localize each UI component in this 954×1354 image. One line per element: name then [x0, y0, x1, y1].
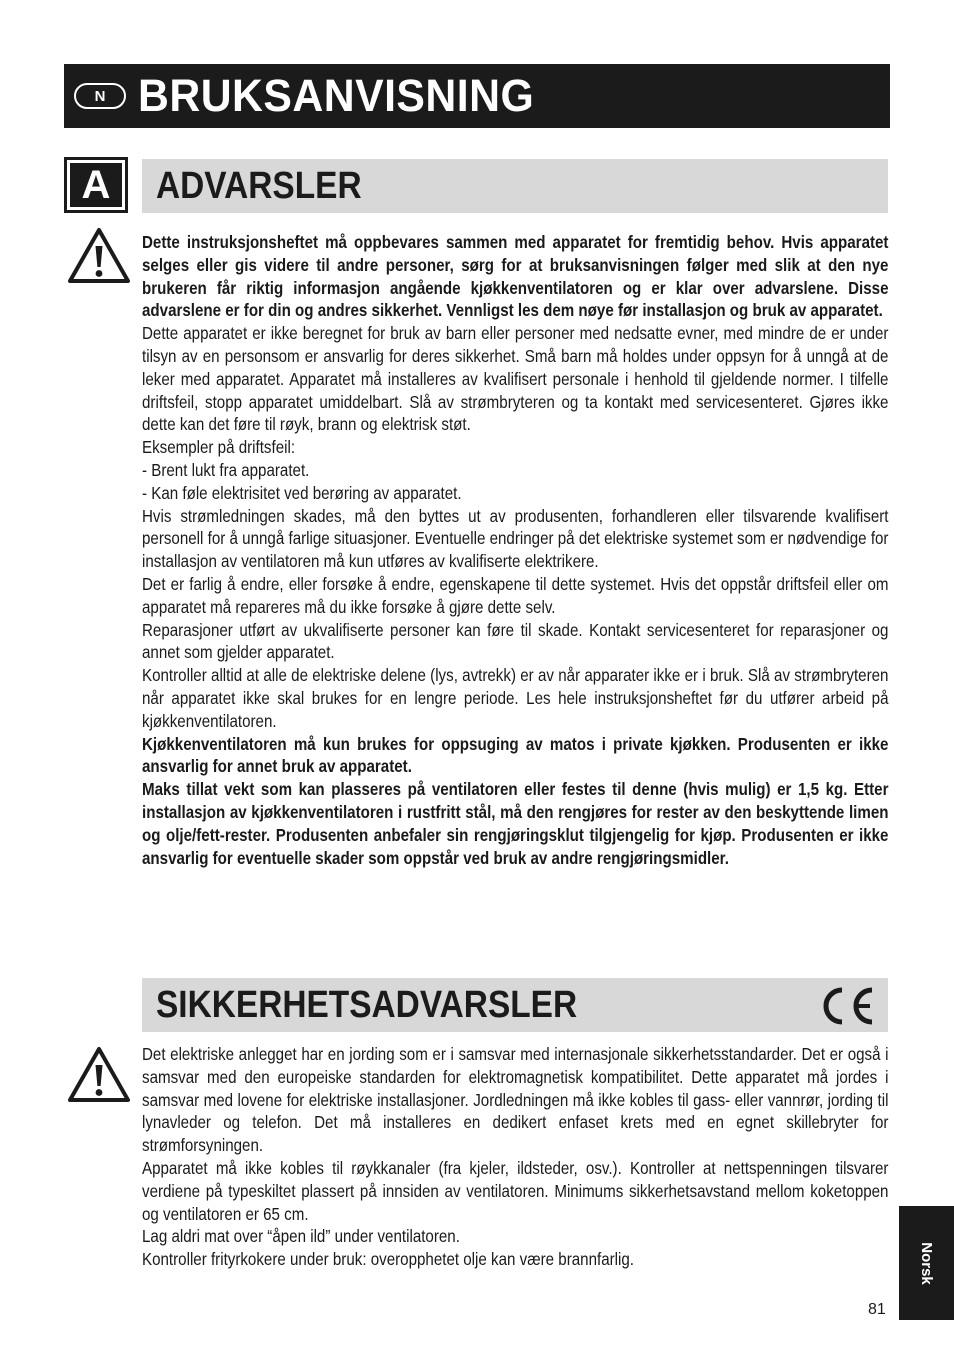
ce-mark-icon — [816, 985, 876, 1027]
side-tab-label: Norsk — [918, 1241, 935, 1285]
paragraph: Det elektriske anlegget har en jording som er i samsvar med internasjonale sikkerhetsstandarder. Det er også i samsvar med den europeiske standarden for elektromagnetisk kompatibilitet. Dette apparatet må jordes i samsvar med lovene for elektriske installasjoner. Jordledningen må ikke kobles til gass- eller vannrør, jording til lynavleder og telefon. Det må installeres en dedikert enfaset krets med en egnet skillebryter for strømforsyningen. — [142, 1044, 889, 1156]
paragraph: Kjøkkenventilatoren må kun brukes for oppsuging av matos i private kjøkken. Produsenten er ikke ansvarlig for annet bruk av apparatet. — [142, 733, 889, 777]
paragraph: - Brent lukt fra apparatet. — [142, 459, 310, 480]
page-number: 81 — [868, 1301, 886, 1318]
paragraph: Lag aldri mat over “åpen ild” under ventilatoren. — [142, 1226, 460, 1247]
warning-triangle-icon — [67, 226, 131, 284]
language-side-tab — [899, 1206, 954, 1320]
section-heading-advarsler: ADVARSLER — [156, 164, 362, 207]
section-letter: A — [70, 163, 122, 207]
sikkerhet-text — [142, 1043, 889, 1271]
advarsler-paragraphs — [142, 231, 888, 869]
paragraph: Dette apparatet er ikke beregnet for bruk av barn eller personer med nedsatte evner, med mindre de er under tilsyn av en personsom er ansvarlig for deres sikkerhet. Små barn må holdes under oppsyn for å unngå at de leker med apparatet. Apparatet må installeres av kvalifisert personale i henhold til gjeldende normer. I tilfelle driftsfeil, stopp apparatet umiddelbart. Slå av strømbryteren og ta kontakt med servicesenteret. Gjøres ikke dette kan det føre til røyk, brann og elektrisk støt. — [142, 323, 889, 435]
paragraph: Apparatet må ikke kobles til røykkanaler (fra kjeler, ildsteder, osv.). Kontroller at nettspenningen tilsvarer verdiene på typeskiltet plassert på innsiden av ventilatoren. Minimums sikkerhetsavstand mellom koketoppen og ventilatoren er 65 cm. — [142, 1157, 889, 1224]
section-heading-sikkerhetsadvarsler: SIKKERHETSADVARSLER — [156, 983, 578, 1026]
paragraph: Dette instruksjonsheftet må oppbevares sammen med apparatet for fremtidig behov. Hvis apparatet selges eller gis videre til andre personer, sørg for at bruksanvisningen følger med slik at den nye brukeren får riktig informasjon angående kjøkkenventilatoren og er klar over advarslene. Disse advarslene er for din og andres sikkerhet. Vennligst les dem nøye før installasjon og bruk av apparatet. — [142, 232, 889, 321]
section-heading-bar-sikkerhet — [142, 978, 888, 1032]
language-badge: N — [74, 83, 126, 109]
paragraph: Eksempler på driftsfeil: — [142, 437, 296, 458]
title-bar — [64, 64, 890, 128]
warning-triangle-icon — [67, 1045, 131, 1103]
paragraph: Hvis strømledningen skades, må den byttes ut av produsenten, forhandleren eller tilsvarende kvalifisert personell for å unngå farlige situasjoner. Eventuelle endringer på det elektriske systemet som er nødvendige for installasjon av ventilatoren må kun utføres av kvalifiserte elektrikere. — [142, 505, 889, 572]
sikkerhet-paragraphs — [142, 1043, 888, 1271]
paragraph: Maks tillat vekt som kan plasseres på ventilatoren eller festes til denne (hvis mulig) er 1,5 kg. Etter installasjon av kjøkkenventilatoren i rustfritt stål, må den rengjøres for rester av den beskyttende limen og olje/fett-rester. Produsenten anbefaler sin rengjøringsklut tilgjengelig for kjøp. Produsenten er ikke ansvarlig for eventuelle skader som oppstår ved bruk av andre rengjøringsmidler. — [142, 779, 889, 868]
section-heading-bar-advarsler — [142, 159, 888, 213]
paragraph: Kontroller alltid at alle de elektriske delene (lys, avtrekk) er av når apparater ikke er i bruk. Slå av strømbryteren når apparatet ikke skal brukes for en lengre periode. Les hele instruksjonsheftet før du utfører arbeid på kjøkkenventilatoren. — [142, 665, 889, 731]
advarsler-text — [142, 231, 889, 869]
paragraph: Det er farlig å endre, eller forsøke å endre, egenskapene til dette systemet. Hvis det oppstår driftsfeil eller om apparatet må repareres må du ikke forsøke å gjøre dette selv. — [142, 573, 889, 617]
paragraph: Reparasjoner utført av ukvalifiserte personer kan føre til skade. Kontakt servicesenteret for reparasjoner og annet som gjelder apparatet. — [142, 619, 889, 663]
paragraph: Kontroller frityrkokere under bruk: overopphetet olje kan være brannfarlig. — [142, 1249, 635, 1270]
page-title: BRUKSANVISNING — [138, 70, 535, 121]
section-letter-box — [64, 157, 128, 213]
paragraph: - Kan føle elektrisitet ved berøring av apparatet. — [142, 482, 462, 503]
